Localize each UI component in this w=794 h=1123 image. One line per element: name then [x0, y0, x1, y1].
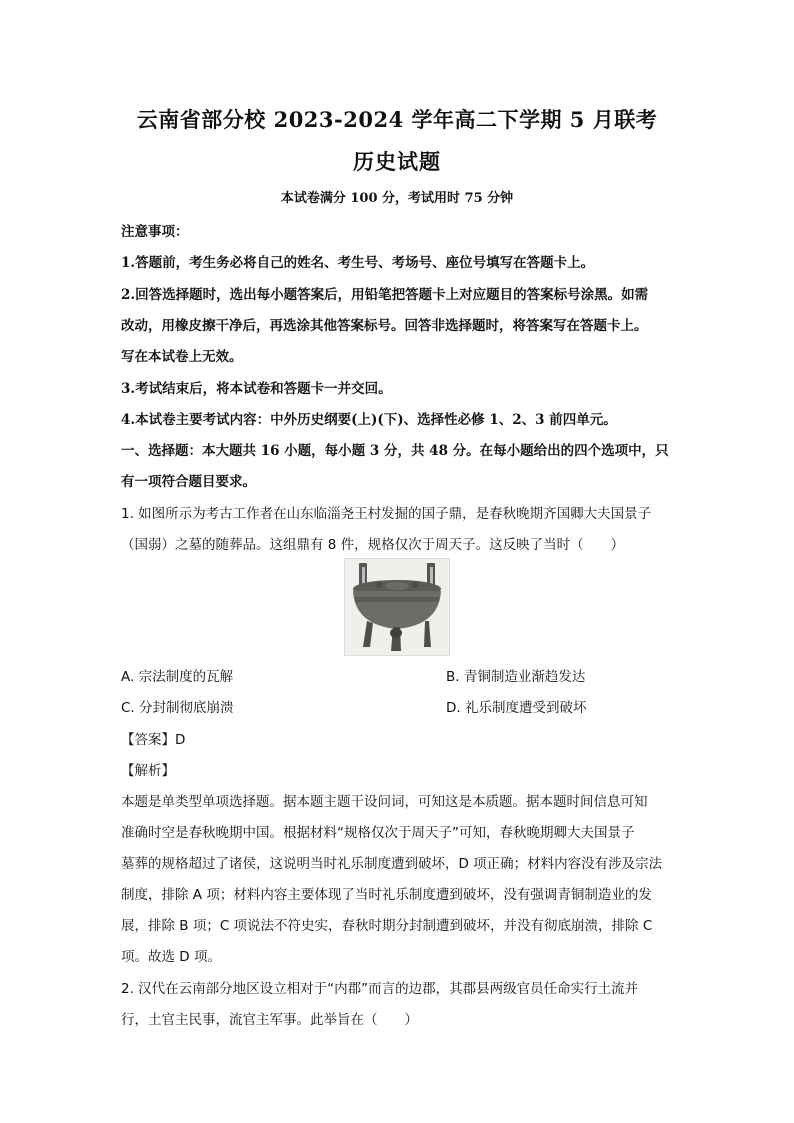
q2-stem-line-2: 行，土官主民事，流官主军事。此举旨在（ ） [121, 1012, 418, 1028]
q1-option-a: A. 宗法制度的瓦解 [121, 669, 234, 685]
exam-subject: 历史试题 [353, 149, 441, 174]
q1-analysis-line-1: 本题是单类型单项选择题。据本题主题干设问词，可知这是本质题。据本题时间信息可知 [121, 794, 648, 810]
note-3: 3.考试结束后，将本试卷和答题卡一并交回。 [121, 381, 392, 397]
q2-stem-line-1: 2. 汉代在云南部分地区设立相对于“内郡”而言的边郡，其郡县两级官员任命实行土流并 [121, 981, 639, 997]
notes-heading: 注意事项： [121, 224, 189, 240]
exam-info: 本试卷满分 100 分，考试用时 75 分钟 [280, 191, 514, 206]
note-2-line-3: 写在本试卷上无效。 [121, 349, 243, 365]
q1-stem-line-2: （国弱）之墓的随葬品。这组鼎有 8 件，规格仅次于周天子。这反映了当时（ ） [121, 537, 625, 553]
q1-option-c: C. 分封制彻底崩溃 [121, 700, 234, 716]
q1-option-d: D. 礼乐制度遭受到破坏 [446, 700, 587, 716]
q1-stem-line-1: 1. 如图所示为考古工作者在山东临淄尧王村发掘的国子鼎，是春秋晚期齐国卿大夫国景子 [121, 506, 652, 522]
bronze-ding-image [344, 558, 450, 656]
section-heading-line-2: 有一项符合题目要求。 [121, 474, 256, 490]
q1-analysis-label: 【解析】 [121, 763, 175, 779]
q1-analysis-line-6: 项。故选 D 项。 [121, 949, 221, 965]
q1-option-b: B. 青铜制造业渐趋发达 [446, 669, 586, 685]
note-4: 4.本试卷主要考试内容：中外历史纲要(上)(下)、选择性必修 1、2、3 前四单元。 [121, 412, 617, 428]
q1-analysis-line-3: 墓葬的规格超过了诸侯，这说明当时礼乐制度遭到破坏，D 项正确；材料内容没有涉及宗法 [121, 856, 663, 872]
q1-answer: 【答案】D [121, 732, 186, 748]
section-heading-line-1: 一、选择题：本大题共 16 小题，每小题 3 分，共 48 分。在每小题给出的四个选项中，只 [121, 443, 669, 459]
note-1: 1.答题前，考生务必将自己的姓名、考生号、考场号、座位号填写在答题卡上。 [121, 255, 595, 271]
q1-analysis-line-5: 展，排除 B 项；C 项说法不符史实，春秋时期分封制遭到破坏，并没有彻底崩溃，排除 C [121, 918, 653, 934]
note-2-line-1: 2.回答选择题时，选出每小题答案后，用铅笔把答题卡上对应题目的答案标号涂黑。如需 [121, 287, 649, 303]
exam-title: 云南省部分校 2023-2024 学年高二下学期 5 月联考 [136, 107, 658, 132]
q1-analysis-line-2: 准确时空是春秋晚期中国。根据材料“规格仅次于周天子”可知，春秋晚期卿大夫国景子 [121, 825, 635, 841]
note-2-line-2: 改动，用橡皮擦干净后，再选涂其他答案标号。回答非选择题时，将答案写在答题卡上。 [121, 318, 648, 334]
q1-analysis-line-4: 制度，排除 A 项；材料内容主要体现了当时礼乐制度遭到破坏，没有强调青铜制造业的发 [121, 887, 652, 903]
